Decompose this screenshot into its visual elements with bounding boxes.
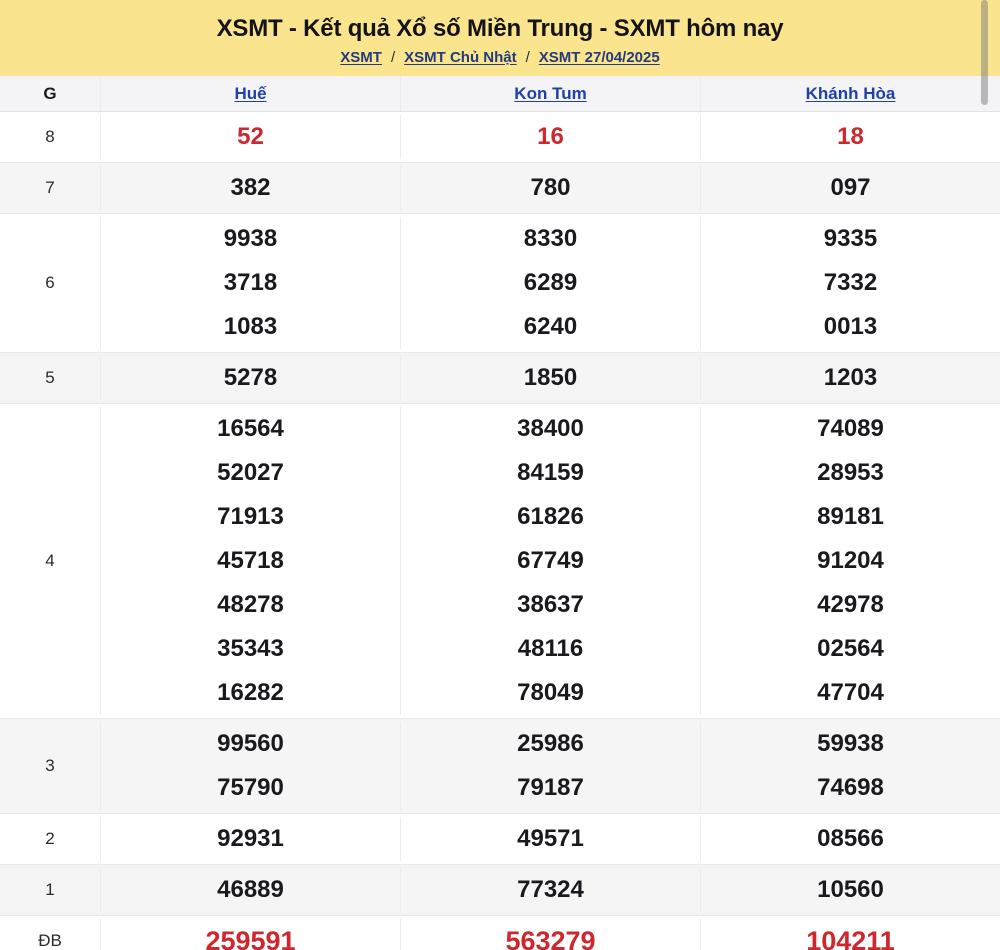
prize-label: 2 [45,829,55,848]
province-link[interactable]: Huế [234,83,267,103]
result-number: 7332 [823,269,878,296]
result-number: 67749 [517,547,584,574]
province-results-cell [700,166,1000,210]
prize-label: 4 [45,551,55,570]
result-number: 59938 [817,730,884,757]
province-results-cell [700,919,1000,950]
result-number: 1083 [223,313,278,340]
prize-row-2 [0,814,1000,865]
result-number: 71913 [217,503,284,530]
result-number: 47704 [817,679,884,706]
result-number: 16564 [217,415,284,442]
province-results-cell [700,407,1000,715]
result-number: 61826 [517,503,584,530]
result-number: 49571 [517,825,584,852]
result-number: 38637 [517,591,584,618]
result-number: 28953 [817,459,884,486]
result-number: 104211 [806,926,895,950]
province-results-cell [400,166,700,210]
result-number: 92931 [217,825,284,852]
province-results-cell [100,115,400,159]
province-results-cell [100,722,400,810]
table-header-row [0,76,1000,112]
province-results-cell [100,817,400,861]
province-results-cell [400,919,700,950]
result-number: 45718 [217,547,284,574]
province-results-cell [100,407,400,715]
province-results-cell [400,217,700,349]
result-number: 42978 [817,591,884,618]
breadcrumb-separator: / [525,48,530,66]
province-results-cell [400,722,700,810]
prize-row-4 [0,404,1000,719]
province-results-cell [400,868,700,912]
province-results-cell [100,217,400,349]
prize-row-8 [0,112,1000,163]
result-number: 08566 [817,825,884,852]
result-number: 25986 [517,730,584,757]
province-results-cell [700,356,1000,400]
result-number: 78049 [517,679,584,706]
result-number: 9335 [823,225,878,252]
breadcrumb-link[interactable]: XSMT [340,48,382,66]
result-number: 1850 [523,364,578,391]
result-number: 91204 [817,547,884,574]
province-results-cell [700,722,1000,810]
result-number: 38400 [517,415,584,442]
prize-row-1 [0,865,1000,916]
result-number: 5278 [223,364,278,391]
result-number: 6289 [523,269,578,296]
province-column-header [700,76,1000,111]
prize-row-ĐB [0,916,1000,950]
result-number: 52027 [217,459,284,486]
province-link[interactable]: Kon Tum [514,83,587,103]
province-column-header [100,76,400,111]
result-number: 02564 [817,635,884,662]
result-number: 84159 [517,459,584,486]
breadcrumb-separator: / [390,48,396,66]
result-number: 79187 [517,774,584,801]
prize-row-5 [0,353,1000,404]
result-number: 48116 [517,635,584,662]
result-number: 6240 [523,313,578,340]
province-results-cell [400,115,700,159]
result-number: 1203 [823,364,878,391]
result-number: 10560 [817,876,884,903]
result-number: 780 [530,174,571,201]
page-header [0,0,1000,76]
result-number: 259591 [205,926,296,950]
province-results-cell [100,919,400,950]
breadcrumb [340,49,659,66]
prize-column-header: G [43,83,57,103]
province-results-cell [700,817,1000,861]
result-number: 77324 [517,876,584,903]
prize-label: 8 [45,127,55,146]
breadcrumb-link[interactable]: XSMT Chủ Nhật [404,48,517,66]
province-results-cell [700,868,1000,912]
result-number: 3718 [223,269,278,296]
prize-label: 5 [45,368,55,387]
result-number: 52 [237,123,264,150]
result-number: 8330 [523,225,578,252]
prize-label: 7 [45,178,55,197]
result-number: 99560 [217,730,284,757]
breadcrumb-link[interactable]: XSMT 27/04/2025 [538,48,660,66]
province-results-cell [400,407,700,715]
result-number: 16 [537,123,564,150]
prize-label: ĐB [38,931,62,950]
prize-label: 3 [45,756,55,775]
lottery-results-table [0,76,1000,950]
prize-label: 1 [45,880,55,899]
prize-row-3 [0,719,1000,814]
result-number: 46889 [217,876,284,903]
province-results-cell [100,868,400,912]
page-title: XSMT - Kết quả Xổ số Miền Trung - SXMT hôm nay [216,14,784,42]
province-results-cell [400,817,700,861]
result-number: 16282 [217,679,284,706]
province-results-cell [700,217,1000,349]
result-number: 9938 [223,225,278,252]
prize-row-7 [0,163,1000,214]
result-number: 097 [830,174,871,201]
result-number: 563279 [505,926,596,950]
result-number: 35343 [217,635,284,662]
result-number: 0013 [823,313,878,340]
province-results-cell [700,115,1000,159]
result-number: 89181 [817,503,884,530]
vertical-scrollbar-thumb[interactable] [981,0,988,105]
prize-row-6 [0,214,1000,353]
result-number: 48278 [217,591,284,618]
result-number: 18 [837,123,864,150]
result-number: 75790 [217,774,284,801]
result-number: 382 [230,174,271,201]
prize-label: 6 [45,273,55,292]
province-results-cell [100,166,400,210]
result-number: 74089 [817,415,884,442]
result-number: 74698 [817,774,884,801]
province-column-header [400,76,700,111]
province-link[interactable]: Khánh Hòa [805,83,896,103]
province-results-cell [400,356,700,400]
province-results-cell [100,356,400,400]
